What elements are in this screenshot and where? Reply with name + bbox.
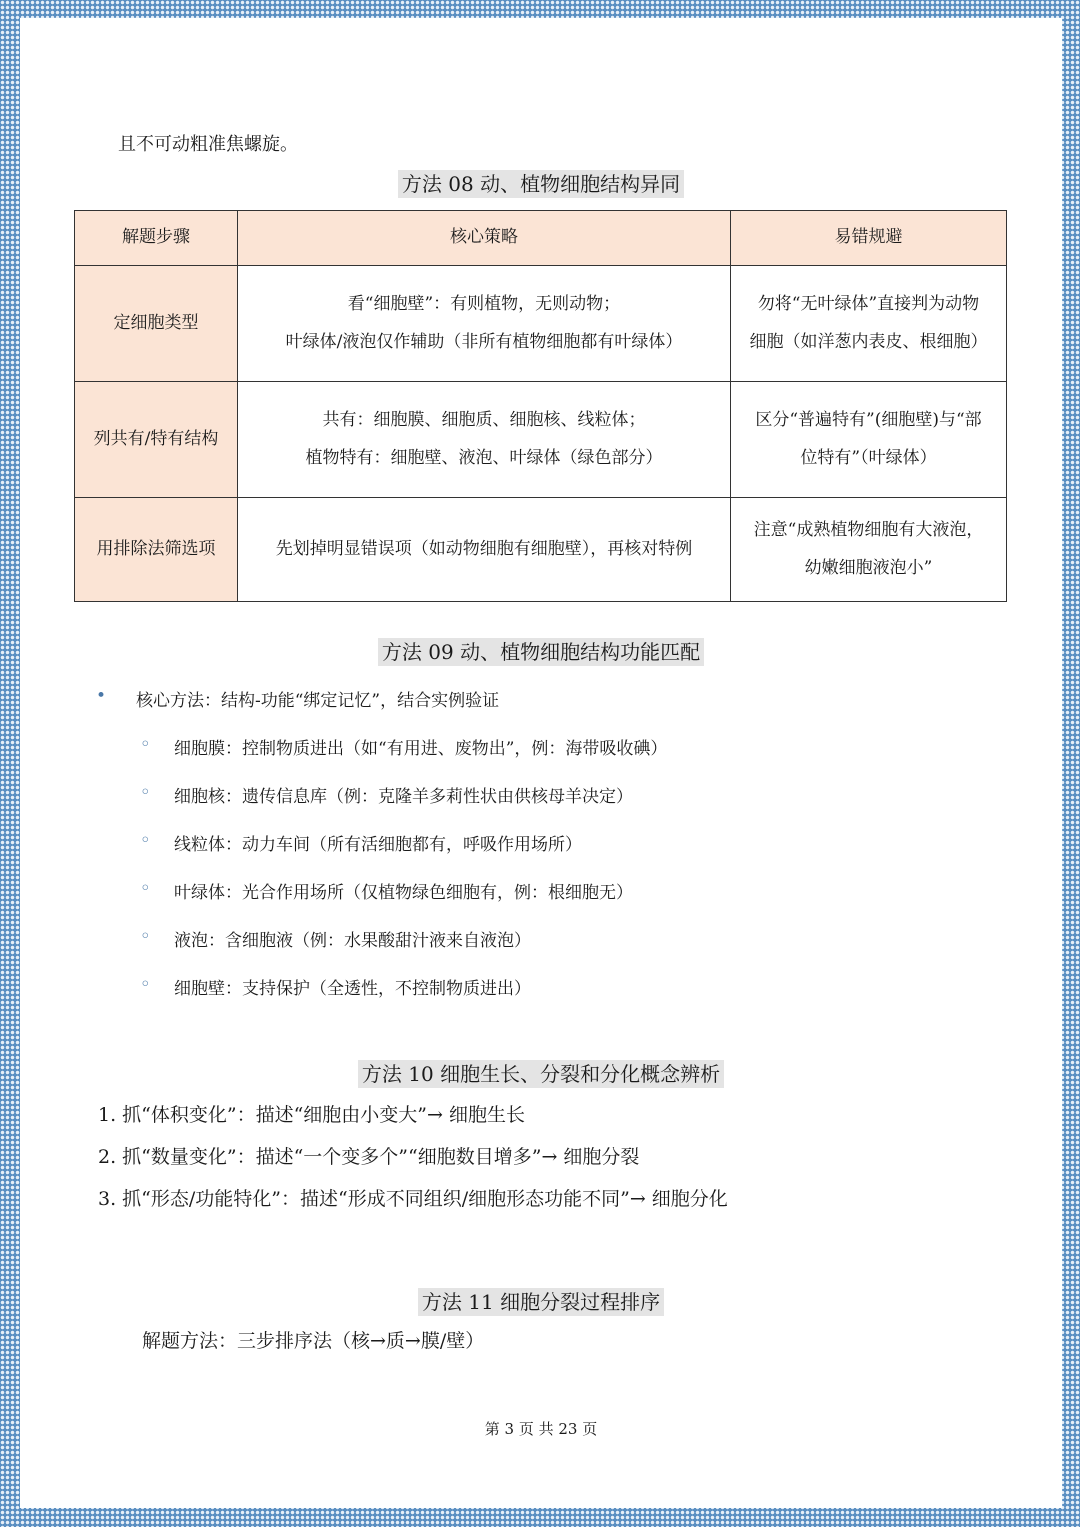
list-item: ◦ 液泡：含细胞液（例：水果酸甜汁液来自液泡） <box>174 926 531 951</box>
method11-title: 方法 11 细胞分裂过程排序 <box>418 1288 664 1316</box>
avoid-cell <box>731 498 1007 602</box>
table-header-row <box>75 211 1007 266</box>
header-cell: 易错规避 <box>731 211 1007 266</box>
table-row <box>75 266 1007 382</box>
intro-text: 且不可动粗准焦螺旋。 <box>118 134 298 155</box>
list-item: 3. 抓“形态/功能特化”：描述“形成不同组织/细胞形态功能不同”→ 细胞分化 <box>98 1188 728 1210</box>
list-item: ◦ 叶绿体：光合作用场所（仅植物绿色细胞有，例：根细胞无） <box>174 878 633 903</box>
method08-title: 方法 08 动、植物细胞结构异同 <box>398 170 684 198</box>
strategy-cell <box>238 498 731 602</box>
avoid-line: 位特有”（叶绿体） <box>800 447 937 468</box>
avoid-line: 区分“普遍特有”(细胞壁)与“部 <box>755 410 982 431</box>
list-item: 1. 抓“体积变化”：描述“细胞由小变大”→ 细胞生长 <box>98 1104 525 1126</box>
method10-title: 方法 10 细胞生长、分裂和分化概念辨析 <box>358 1060 724 1088</box>
method08-table <box>74 210 1007 602</box>
method08-heading <box>20 168 1062 197</box>
avoid-cell <box>731 266 1007 382</box>
strategy-line: 看“细胞壁”：有则植物，无则动物； <box>347 294 621 315</box>
list-item: ◦ 细胞核：遗传信息库（例：克隆羊多莉性状由供核母羊决定） <box>174 782 633 807</box>
header-cell: 核心策略 <box>238 211 731 266</box>
method11-text: 解题方法：三步排序法（核→质→膜/壁） <box>142 1330 485 1352</box>
list-item: ◦ 细胞壁：支持保护（全透性，不控制物质进出） <box>174 974 531 999</box>
method10-heading <box>20 1058 1062 1087</box>
table-row <box>75 498 1007 602</box>
list-item: ◦ 线粒体：动力车间（所有活细胞都有，呼吸作用场所） <box>174 830 582 855</box>
list-item: • 核心方法：结构-功能“绑定记忆”，结合实例验证 <box>136 686 499 711</box>
step-cell: 用排除法筛选项 <box>75 498 238 602</box>
header-cell: 解题步骤 <box>75 211 238 266</box>
document-page <box>20 18 1062 1508</box>
page-footer: 第 3 页 共 23 页 <box>484 1420 598 1438</box>
avoid-cell <box>731 382 1007 498</box>
list-item: 2. 抓“数量变化”：描述“一个变多个”“细胞数目增多”→ 细胞分裂 <box>98 1146 640 1168</box>
avoid-line: 细胞（如洋葱内表皮、根细胞） <box>749 331 988 352</box>
method09-title: 方法 09 动、植物细胞结构功能匹配 <box>378 638 704 666</box>
strategy-line: 植物特有：细胞壁、液泡、叶绿体（绿色部分） <box>305 447 663 468</box>
strategy-line: 先划掉明显错误项（如动物细胞有细胞壁），再核对特例 <box>275 538 693 559</box>
strategy-cell <box>238 266 731 382</box>
method09-heading <box>20 636 1062 665</box>
strategy-line: 叶绿体/液泡仅作辅助（非所有植物细胞都有叶绿体） <box>285 331 683 352</box>
avoid-line: 注意“成熟植物细胞有大液泡， <box>753 520 984 541</box>
list-item: ◦ 细胞膜：控制物质进出（如“有用进、废物出”，例：海带吸收碘） <box>174 734 667 759</box>
method11-heading <box>20 1286 1062 1315</box>
step-cell: 列共有/特有结构 <box>75 382 238 498</box>
strategy-line: 共有：细胞膜、细胞质、细胞核、线粒体； <box>322 410 646 431</box>
table-row <box>75 382 1007 498</box>
avoid-line: 勿将“无叶绿体”直接判为动物 <box>757 294 980 315</box>
avoid-line: 幼嫩细胞液泡小” <box>804 557 933 578</box>
step-cell: 定细胞类型 <box>75 266 238 382</box>
strategy-cell <box>238 382 731 498</box>
